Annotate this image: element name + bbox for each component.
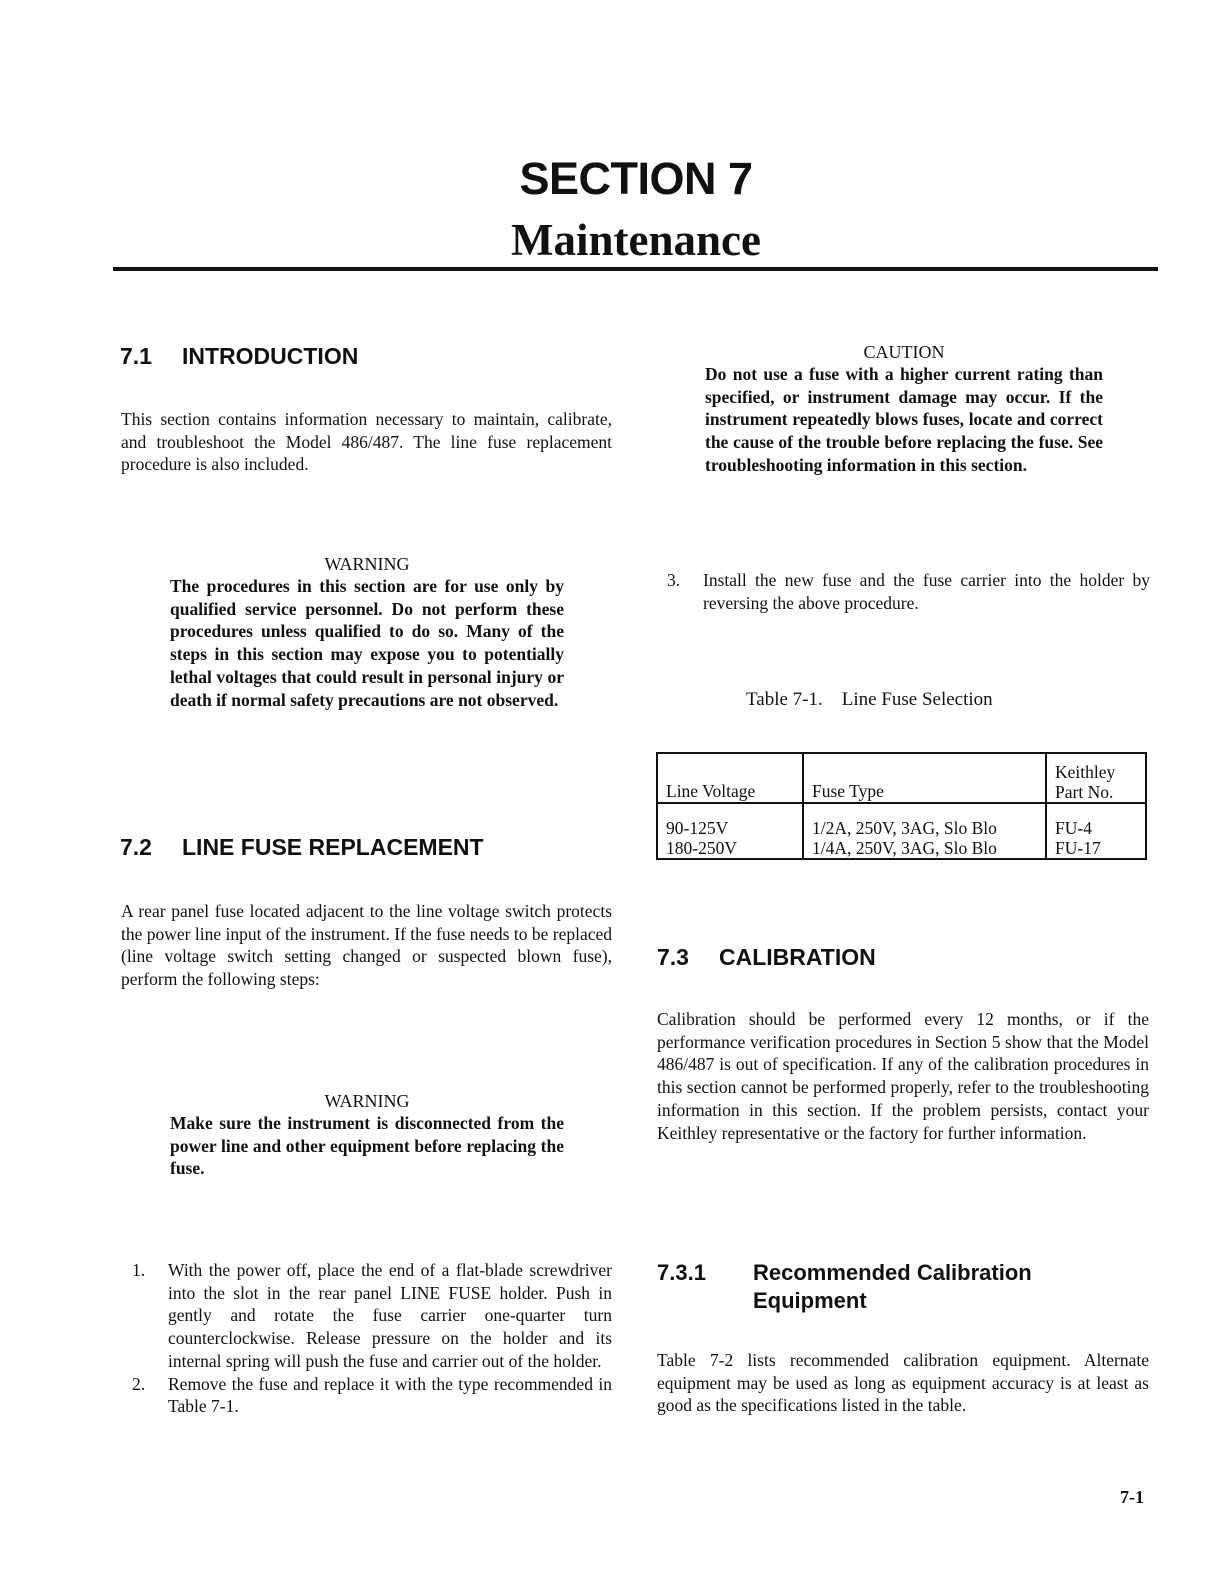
caution-title: CAUTION <box>863 342 945 362</box>
heading-number: 7.3.1 <box>657 1260 706 1285</box>
header-rule <box>113 267 1158 271</box>
heading-text: CALIBRATION <box>719 944 876 970</box>
step-number: 1. <box>132 1260 146 1280</box>
caution-box <box>705 341 1103 477</box>
warning-text: Make sure the instrument is disconnected from the power line and other equipment before replacing the fuse. <box>170 1113 564 1179</box>
heading-text: LINE FUSE REPLACEMENT <box>182 834 484 860</box>
fuse-paragraph: A rear panel fuse located adjacent to the line voltage switch protects the power line input of the instrument. If the fuse needs to be replaced (line voltage switch setting changed or suspected blown fuse), perform the following steps: <box>121 901 612 990</box>
table-header: Keithley Part No. <box>1046 753 1146 803</box>
list-item <box>667 569 1150 614</box>
list-item <box>132 1259 612 1373</box>
heading-line: Equipment <box>753 1288 867 1313</box>
step-number: 3. <box>667 570 681 590</box>
fuse-selection-table <box>656 752 1147 860</box>
heading-number: 7.3 <box>657 944 689 970</box>
caution-text: Do not use a fuse with a higher current rating than specified, or instrument damage may occur. If the instrument repeatedly blows fuses, locate and correct the cause of the trouble before replacing the fuse. See troubleshooting information in this section. <box>705 364 1103 475</box>
table-caption: Table 7-1. Line Fuse Selection <box>746 689 993 710</box>
section-number: SECTION 7 <box>519 153 753 204</box>
intro-paragraph: This section contains information necessary to maintain, calibrate, and troubleshoot the Model 486/487. The line fuse replacement procedure is also included. <box>121 409 612 475</box>
list-item <box>132 1373 612 1418</box>
heading-line-fuse-replacement <box>120 834 484 861</box>
heading-number: 7.1 <box>120 343 152 369</box>
heading-text: INTRODUCTION <box>182 343 359 369</box>
warning-title: WARNING <box>324 1091 410 1111</box>
table-row <box>657 838 1146 859</box>
heading-recommended-equipment <box>753 1259 1133 1315</box>
warning-text: The procedures in this section are for use only by qualified service personnel. Do not perform these procedures unless qualified to do so. Many of the steps in this section may expose you to potentially lethal voltages that could result in personal injury or death if normal safety precautions are not observed. <box>170 576 564 710</box>
table-cell: FU-4 <box>1046 803 1146 838</box>
equipment-paragraph: Table 7-2 lists recommended calibration equipment. Alternate equipment may be used as long as equipment accuracy is at least as good as the specifications listed in the table. <box>657 1350 1149 1416</box>
heading-calibration <box>657 944 876 971</box>
table-cell: FU-17 <box>1046 838 1146 859</box>
heading-number: 7.2 <box>120 834 152 860</box>
heading-line: Recommended Calibration <box>753 1260 1032 1285</box>
table-cell: 1/2A, 250V, 3AG, Slo Blo <box>803 803 1046 838</box>
fuse-steps-list <box>132 1259 612 1418</box>
step-text: With the power off, place the end of a flat-blade screwdriver into the slot in the rear panel LINE FUSE holder. Push in gently and rotate the fuse carrier one-quarter turn counterclockwise. Release pressure on the holder and its internal spring will push the fuse and carrier out of the holder. <box>168 1260 612 1371</box>
step-text: Install the new fuse and the fuse carrier into the holder by reversing the above procedure. <box>703 570 1150 613</box>
step-number: 2. <box>132 1373 146 1394</box>
step-text: Remove the fuse and replace it with the type recommended in Table 7-1. <box>168 1373 612 1417</box>
section-title: Maintenance <box>511 215 761 265</box>
table-row <box>657 803 1146 838</box>
warning-title: WARNING <box>324 554 410 574</box>
warning-box-personnel <box>170 553 564 711</box>
fuse-steps-list-continued <box>667 569 1150 614</box>
calibration-paragraph: Calibration should be performed every 12 months, or if the performance verification procedures in Section 5 show that the Model 486/487 is out of specification. If any of the calibration procedures in this section cannot be performed properly, refer to the troubleshooting information in this section. If the problem persists, contact your Keithley representative or the factory for further information. <box>657 1009 1149 1143</box>
table-header: Fuse Type <box>803 753 1046 803</box>
page-number: 7-1 <box>1120 1487 1144 1507</box>
warning-box-disconnect <box>170 1090 564 1180</box>
heading-introduction <box>120 343 358 370</box>
table-cell: 90-125V <box>657 803 803 838</box>
table-cell: 1/4A, 250V, 3AG, Slo Blo <box>803 838 1046 859</box>
table-cell: 180-250V <box>657 838 803 859</box>
table-header: Line Voltage <box>657 753 803 803</box>
